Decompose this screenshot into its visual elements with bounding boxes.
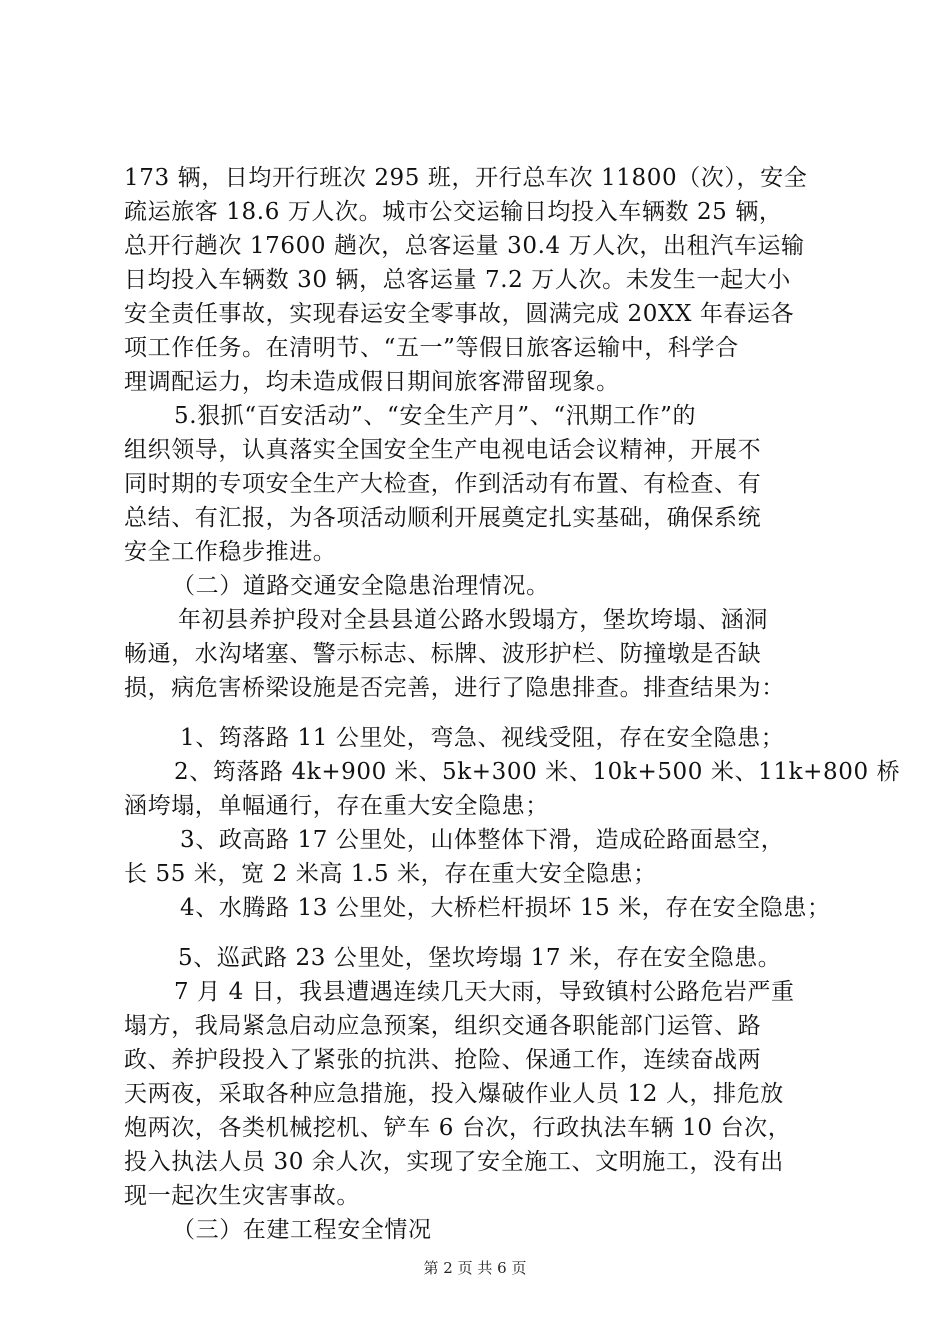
- text-line: 畅通，水沟堵塞、警示标志、标牌、波形护栏、防撞墩是否缺: [124, 641, 762, 667]
- text-line: 安全工作稳步推进。: [124, 539, 337, 565]
- text-line: 损，病危害桥梁设施是否完善，进行了隐患排查。排查结果为：: [124, 675, 785, 701]
- text-line: 政、养护段投入了紧张的抗洪、抢险、保通工作，连续奋战两: [124, 1047, 762, 1073]
- text-line: 现一起次生灾害事故。: [124, 1183, 360, 1209]
- text-line: 天两夜，采取各种应急措施，投入爆破作业人员 12 人，排危放: [124, 1081, 784, 1107]
- text-line: 5.狠抓“百安活动”、“安全生产月”、“汛期工作”的: [174, 403, 697, 429]
- text-line: 理调配运力，均未造成假日期间旅客滞留现象。: [124, 369, 620, 395]
- text-line: 同时期的专项安全生产大检查，作到活动有布置、有检查、有: [124, 471, 762, 497]
- text-line: 7 月 4 日，我县遭遇连续几天大雨，导致镇村公路危岩严重: [174, 979, 795, 1005]
- text-line: 炮两次，各类机械挖机、铲车 6 台次，行政执法车辆 10 台次，: [124, 1115, 792, 1141]
- text-line: 总结、有汇报，为各项活动顺利开展奠定扎实基础，确保系统: [124, 505, 762, 531]
- text-line: 项工作任务。在清明节、“五一”等假日旅客运输中，科学合: [124, 335, 739, 361]
- list-item: 4、水腾路 13 公里处，大桥栏杆损坏 15 米，存在安全隐患；: [180, 895, 831, 921]
- text-line: 长 55 米，宽 2 米高 1.5 米，存在重大安全隐患；: [124, 861, 657, 887]
- text-line: 173 辆，日均开行班次 295 班，开行总车次 11800（次），安全: [124, 165, 808, 191]
- section-heading: （二）道路交通安全隐患治理情况。: [172, 573, 550, 599]
- list-item: 5、巡武路 23 公里处，堡坎垮塌 17 米，存在安全隐患。: [178, 945, 782, 971]
- list-item: 1、筠落路 11 公里处，弯急、视线受阻，存在安全隐患；: [180, 725, 785, 751]
- text-line: 年初县养护段对全县县道公路水毁塌方，堡坎垮塌、涵洞: [178, 607, 768, 633]
- text-line: 日均投入车辆数 30 辆，总客运量 7.2 万人次。未发生一起大小: [124, 267, 791, 293]
- section-heading: （三）在建工程安全情况: [172, 1217, 432, 1243]
- list-item: 3、政高路 17 公里处，山体整体下滑，造成砼路面悬空，: [180, 827, 785, 853]
- text-line: 投入执法人员 30 余人次，实现了安全施工、文明施工，没有出: [124, 1149, 784, 1175]
- page-footer: 第 2 页 共 6 页: [423, 1259, 527, 1277]
- list-item: 2、筠落路 4k+900 米、5k+300 米、10k+500 米、11k+800 桥: [174, 759, 901, 785]
- text-line: 安全责任事故，实现春运安全零事故，圆满完成 20XX 年春运各: [124, 301, 795, 327]
- text-line: 塌方，我局紧急启动应急预案，组织交通各职能部门运管、路: [124, 1013, 762, 1039]
- text-line: 组织领导，认真落实全国安全生产电视电话会议精神，开展不: [124, 437, 762, 463]
- text-line: 疏运旅客 18.6 万人次。城市公交运输日均投入车辆数 25 辆，: [124, 199, 783, 225]
- text-line: 总开行趟次 17600 趟次，总客运量 30.4 万人次，出租汽车运输: [124, 233, 805, 259]
- text-line: 涵垮塌，单幅通行，存在重大安全隐患；: [124, 793, 549, 819]
